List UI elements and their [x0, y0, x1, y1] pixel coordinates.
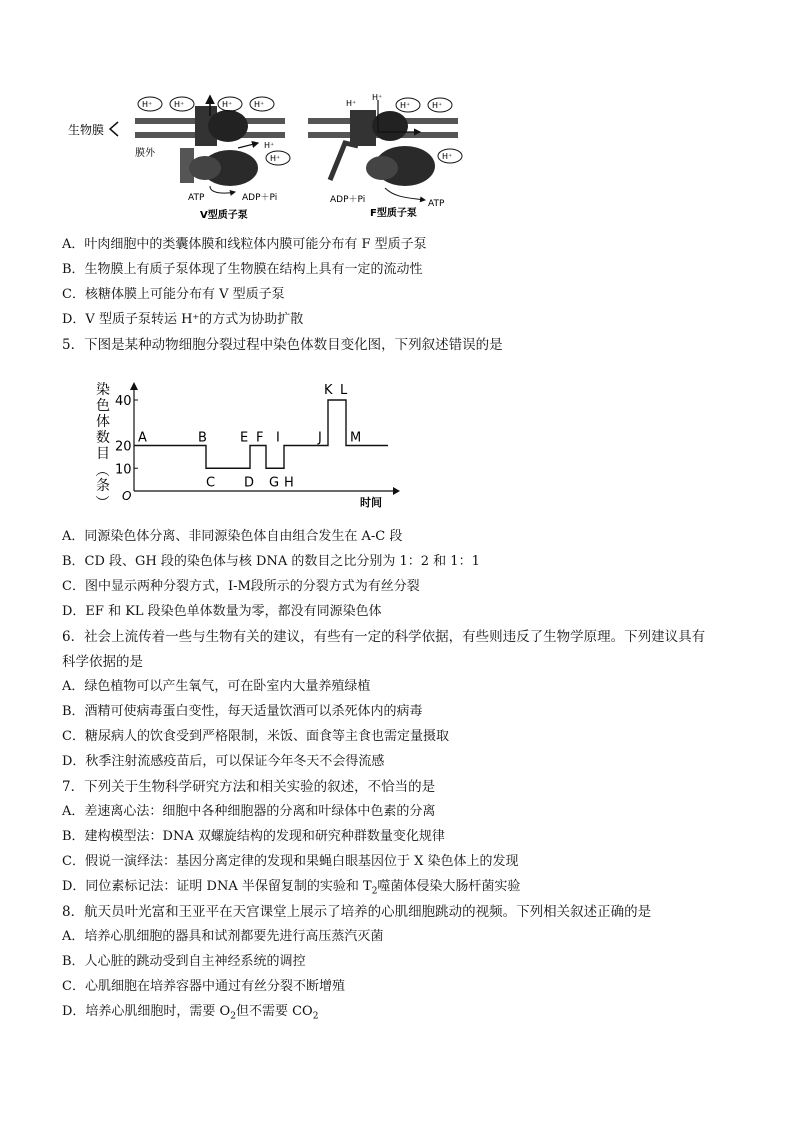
q6-stem-line1: 6．社会上流传着一些与生物有关的建议，有些有一定的科学依据，有些则违反了生物学原理。下列建议具有 — [62, 629, 706, 645]
q4-option-b: B．生物膜上有质子泵体现了生物膜在结构上具有一定的流动性 — [62, 262, 423, 277]
q7-option-d-text-end: 噬菌体侵染大肠杆菌实验 — [377, 879, 521, 894]
point-label-f: F — [256, 430, 264, 446]
y-axis-label — [93, 381, 110, 509]
q7-option-a: A．差速离心法：细胞中各种细胞器的分离和叶绿体中色素的分离 — [62, 804, 436, 819]
v-pump-caption: V型质子泵 — [200, 210, 248, 221]
q4-option-a: A．叶肉细胞中的类囊体膜和线粒体内膜可能分布有 F 型质子泵 — [62, 237, 427, 252]
v-pump-ion-label: H⁺ — [174, 100, 185, 109]
y-axis-label-char: 条 — [96, 478, 110, 494]
q7-option-b: B．建构模型法：DNA 双螺旋结构的发现和研究种群数量变化规律 — [62, 829, 445, 844]
q4-option-c: C．核糖体膜上可能分布有 V 型质子泵 — [62, 287, 285, 302]
q7-option-c: C．假说一演绎法：基因分离定律的发现和果蝇白眼基因位于 X 染色体上的发现 — [62, 854, 519, 869]
y-tick-label: 10 — [115, 462, 132, 478]
q7-option-d-subscript: 2 — [371, 886, 378, 897]
q8-option-d-text-mid: 但不需要 CO — [235, 1004, 313, 1019]
q8-option-d-text: D．培养心肌细胞时，需要 O — [62, 1004, 231, 1019]
point-label-b: B — [198, 430, 207, 446]
point-label-m: M — [350, 430, 362, 446]
f-pump-ion-label: H⁺ — [372, 93, 383, 102]
chromosome-number-chart — [88, 378, 408, 513]
f-pump-atp-label: ATP — [428, 199, 445, 209]
v-pump-adp-label: ADP＋Pi — [242, 193, 278, 203]
membrane-outside-label: 膜外 — [135, 148, 155, 159]
x-axis-label: 时间 — [360, 496, 382, 509]
y-tick-label: 20 — [115, 439, 132, 455]
v-pump-atp-label: ATP — [188, 193, 205, 203]
origin-label: O — [122, 489, 132, 503]
f-type-pump — [330, 100, 435, 186]
membrane-label: 生物膜 — [68, 123, 105, 137]
point-label-l: L — [340, 383, 348, 398]
proton-pump-figure — [60, 88, 480, 228]
f-pump-caption: F型质子泵 — [370, 208, 417, 219]
point-label-e: E — [240, 430, 249, 446]
v-pump-ion-label: H⁺ — [264, 141, 275, 150]
point-label-h: H — [284, 475, 294, 491]
f-pump-ion-label: H⁺ — [432, 101, 443, 110]
y-axis-label-char: 目 — [96, 446, 110, 462]
point-label-a: A — [138, 430, 147, 446]
q8-stem: 8．航天员叶光富和王亚平在天宫课堂上展示了培养的心肌细胞跳动的视频。下列相关叙述正确的是 — [62, 904, 652, 920]
q8-option-d-subscript-co2: 2 — [312, 1011, 319, 1022]
q7-option-d — [62, 878, 520, 901]
point-label-k: K — [324, 383, 333, 398]
q5-stem: 5．下图是某种动物细胞分裂过程中染色体数目变化图，下列叙述错误的是 — [62, 337, 503, 353]
y-axis-label-char: 体 — [96, 414, 110, 430]
q4-option-d: D．V 型质子泵转运 H⁺的方式为协助扩散 — [62, 312, 304, 327]
q8-option-d — [62, 1003, 318, 1026]
q8-option-c: C．心肌细胞在培养容器中通过有丝分裂不断增殖 — [62, 979, 345, 994]
f-pump-ion-label: H⁺ — [442, 152, 453, 161]
v-pump-ion-label: H⁺ — [222, 100, 233, 109]
q5-option-d: D．EF 和 KL 段染色单体数量为零，都没有同源染色体 — [62, 604, 382, 619]
q6-option-a: A．绿色植物可以产生氧气，可在卧室内大量养殖绿植 — [62, 679, 371, 694]
f-pump-adp-label: ADP＋Pi — [330, 195, 366, 205]
v-pump-ion-label: H⁺ — [254, 100, 265, 109]
y-tick-label: 40 — [115, 394, 132, 409]
q5-option-b: B．CD 段、GH 段的染色体与核 DNA 的数目之比分别为 1：2 和 1：1 — [62, 554, 480, 569]
y-axis-label-char: ） — [93, 495, 109, 509]
q6-option-d: D．秋季注射流感疫苗后，可以保证今年冬天不会得流感 — [62, 754, 385, 769]
q6-option-b: B．酒精可使病毒蛋白变性，每天适量饮酒可以杀死体内的病毒 — [62, 704, 423, 719]
y-axis-label-char: （ — [93, 463, 109, 477]
v-pump-ion-label: H⁺ — [142, 100, 153, 109]
q8-option-b: B．人心脏的跳动受到自主神经系统的调控 — [62, 954, 306, 969]
q7-option-d-text: D．同位素标记法：证明 DNA 半保留复制的实验和 T — [62, 879, 372, 894]
point-label-i: I — [276, 430, 280, 446]
y-axis-label-char: 色 — [96, 398, 110, 414]
q6-stem-line2: 科学依据的是 — [62, 654, 143, 670]
point-label-d: D — [244, 475, 255, 491]
point-label-j: J — [318, 430, 322, 446]
q5-option-c: C．图中显示两种分裂方式，I-M段所示的分裂方式为有丝分裂 — [62, 579, 420, 594]
y-axis-label-char: 数 — [96, 430, 110, 446]
q7-stem: 7．下列关于生物科学研究方法和相关实验的叙述，不恰当的是 — [62, 779, 436, 795]
q8-option-a: A．培养心肌细胞的器具和试剂都要先进行高压蒸汽灭菌 — [62, 929, 384, 944]
q8-option-d-subscript-o2: 2 — [230, 1011, 236, 1022]
point-label-g: G — [269, 475, 280, 491]
q5-option-a: A．同源染色体分离、非同源染色体自由组合发生在 A-C 段 — [62, 529, 403, 544]
v-pump-ion-label: H⁺ — [270, 154, 281, 163]
q6-option-c: C．糖尿病人的饮食受到严格限制，米饭、面食等主食也需定量摄取 — [62, 729, 449, 744]
f-pump-ion-label: H⁺ — [346, 99, 357, 108]
y-axis-label-char: 染 — [96, 382, 110, 398]
v-type-pump — [180, 96, 258, 186]
point-label-c: C — [206, 475, 216, 491]
f-pump-ion-label: H⁺ — [400, 101, 411, 110]
